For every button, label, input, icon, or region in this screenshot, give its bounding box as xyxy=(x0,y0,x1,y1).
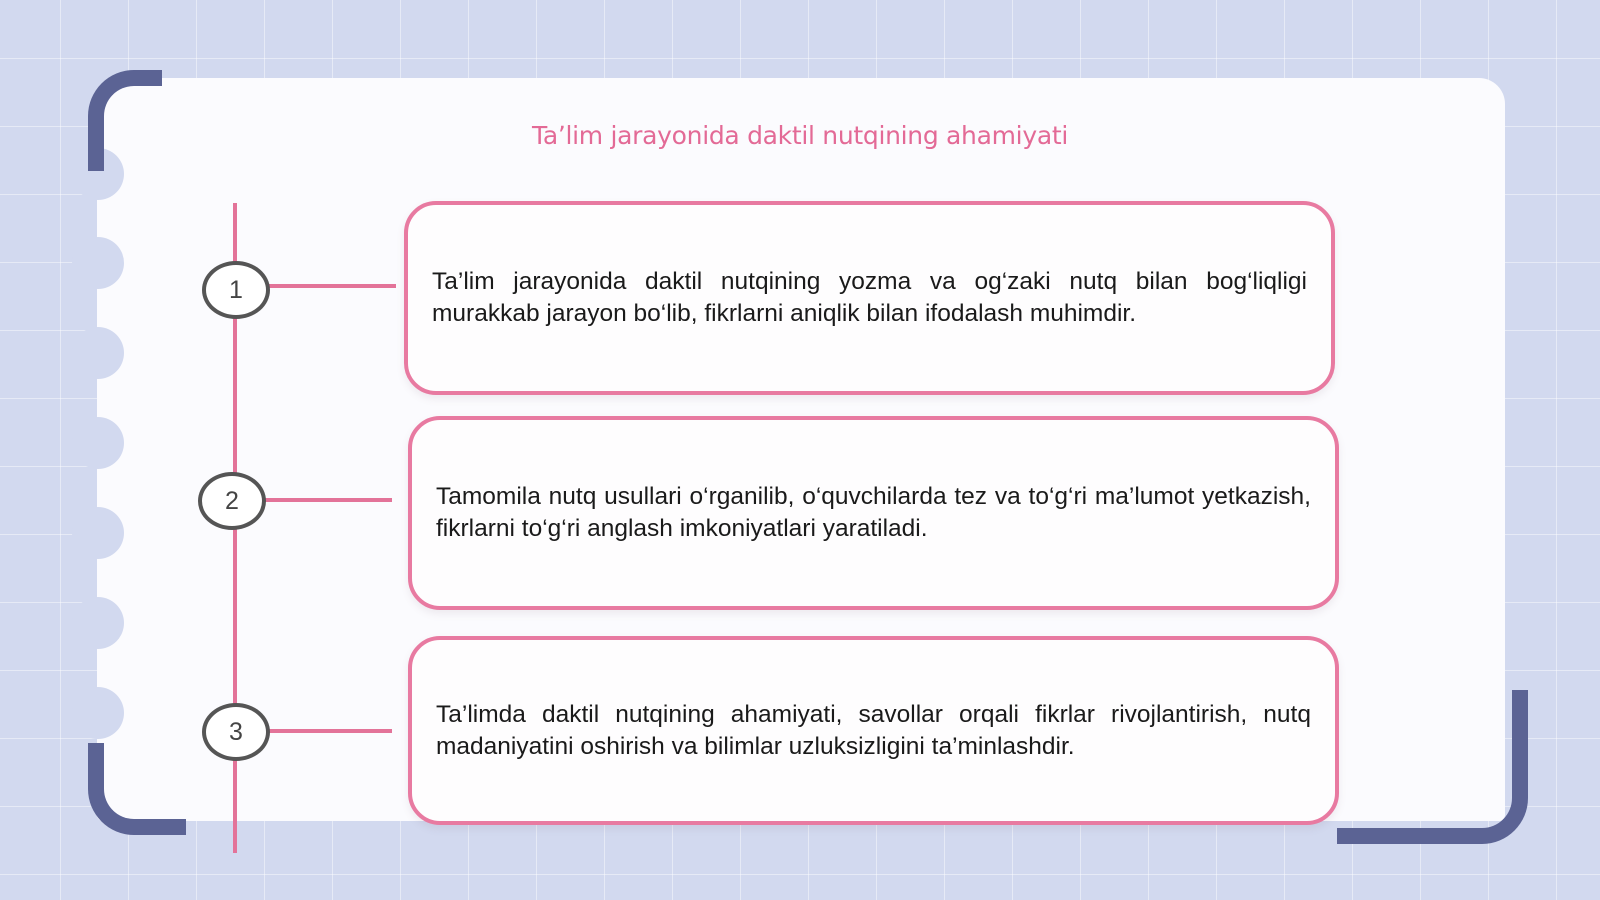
step-number-badge: 3 xyxy=(202,703,270,761)
frame-corner-bottom-left xyxy=(88,743,186,835)
paper-scallop xyxy=(72,237,124,289)
timeline-connector xyxy=(262,284,396,288)
timeline-connector xyxy=(258,498,392,502)
slide-title: Taʼlim jarayonida daktil nutqining ahamiyati xyxy=(532,121,1068,150)
step-number-badge: 2 xyxy=(198,472,266,530)
paper-scallop xyxy=(72,327,124,379)
paper-scallop xyxy=(72,687,124,739)
paper-scallop xyxy=(72,417,124,469)
info-card-text: Tamomila nutq usullari o‘rganilib, o‘quvchilarda tez va to‘g‘ri ma’lumot yetkazish, fikrlarni to‘g‘ri anglash imkoniyatlari yaratiladi. xyxy=(436,483,1311,542)
timeline-connector xyxy=(262,729,392,733)
frame-corner-bottom-right xyxy=(1337,690,1528,844)
frame-corner-top-left xyxy=(88,70,162,171)
info-card xyxy=(408,636,1339,825)
paper-scallop xyxy=(72,597,124,649)
paper-scallop xyxy=(72,507,124,559)
info-card xyxy=(404,201,1335,395)
info-card-text: Ta’limda daktil nutqining ahamiyati, savollar orqali fikrlar rivojlantirish, nutq madaniyatini oshirish va bilimlar uzluksizligini ta’minlashdir. xyxy=(436,700,1311,760)
info-card xyxy=(408,416,1339,610)
step-number-badge: 1 xyxy=(202,261,270,319)
info-card-text: Ta’lim jarayonida daktil nutqining yozma va og‘zaki nutq bilan bog‘liqligi murakkab jarayon bo‘lib, fikrlarni aniqlik bilan ifodalash muhimdir. xyxy=(432,268,1307,327)
